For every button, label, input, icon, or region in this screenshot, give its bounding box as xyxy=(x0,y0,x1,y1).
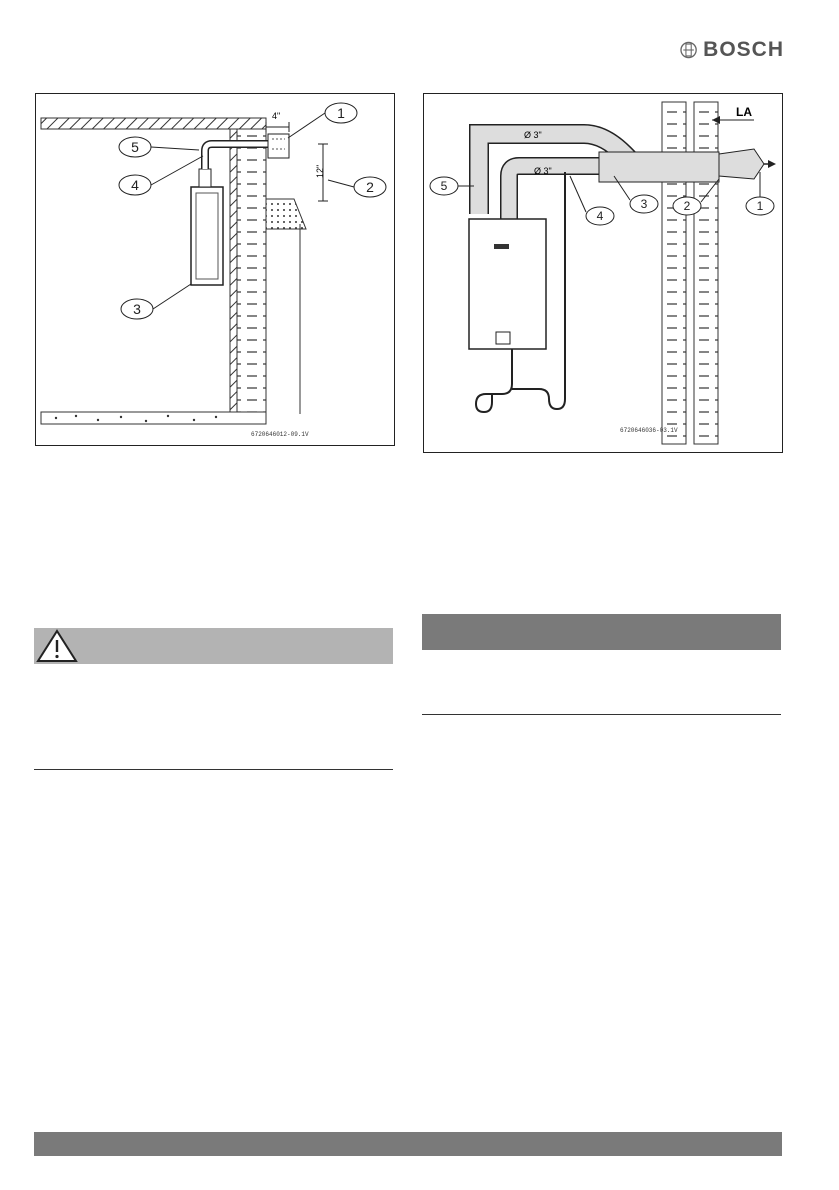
r-callout-1: 1 xyxy=(756,199,764,213)
warning-bar xyxy=(34,628,393,664)
r-callout-3: 3 xyxy=(640,197,648,211)
brand-name: BOSCH xyxy=(703,38,784,61)
callout-3: 3 xyxy=(133,301,141,317)
r-callout-2: 2 xyxy=(683,199,691,213)
figure-left xyxy=(35,93,395,446)
callout-1: 1 xyxy=(337,105,345,121)
figure-right-drawing xyxy=(424,94,782,452)
warning-divider xyxy=(34,769,393,770)
section-bar xyxy=(422,614,781,650)
bosch-armature-icon xyxy=(680,37,697,63)
callout-2: 2 xyxy=(366,179,374,195)
pipe-lower-label: Ø 3" xyxy=(534,166,552,176)
callout-4: 4 xyxy=(131,177,139,193)
r-figure-code: 6720646036-03.1V xyxy=(620,427,678,434)
r-callout-4: 4 xyxy=(596,209,604,223)
figure-right xyxy=(423,93,783,453)
dim-la: LA xyxy=(736,105,752,119)
dim-4in: 4" xyxy=(272,111,281,121)
section-divider xyxy=(422,714,781,715)
callout-5: 5 xyxy=(131,139,139,155)
pipe-upper-label: Ø 3" xyxy=(524,130,542,140)
brand-logo xyxy=(680,36,784,64)
r-callout-5: 5 xyxy=(440,179,448,193)
figure-left-drawing xyxy=(36,94,394,445)
warning-triangle-icon xyxy=(34,628,80,664)
dim-12in: 12" xyxy=(315,164,325,178)
footer-bar xyxy=(34,1132,782,1156)
figure-code: 6720646012-09.1V xyxy=(251,431,309,438)
